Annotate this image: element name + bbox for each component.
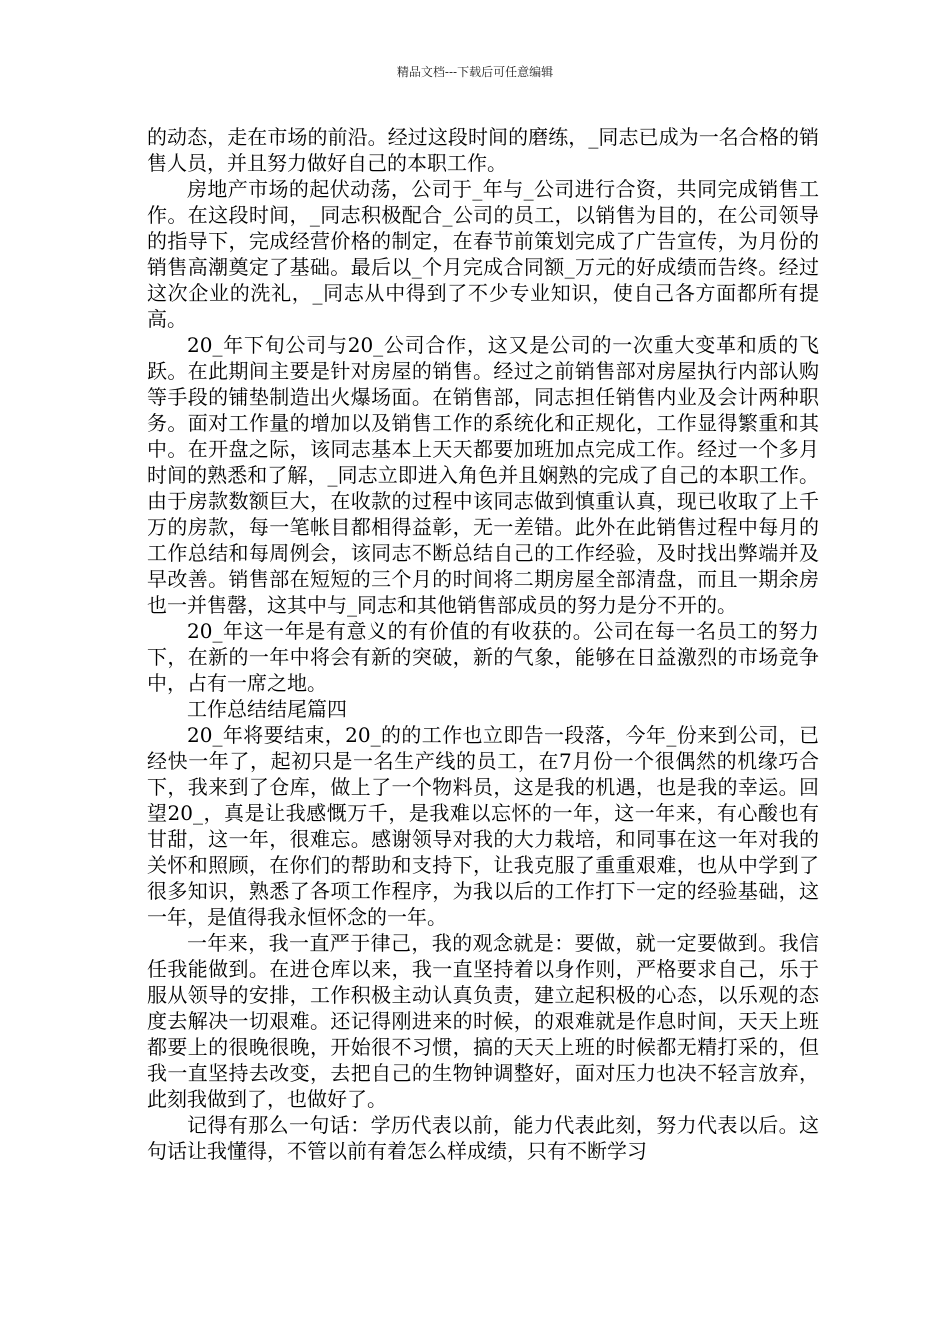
body-paragraph: 20_年这一年是有意义的有价值的有收获的。公司在每一名员工的努力下，在新的一年中将会有新的突破，新的气象，能够在日益激烈的市场竞争中，占有一席之地。 [147,619,819,695]
body-paragraph: 记得有那么一句话：学历代表以前，能力代表此刻，努力代表以后。这句话让我懂得，不管以前有着怎么样成绩，只有不断学习 [147,1113,819,1163]
body-paragraph: 的动态，走在市场的前沿。经过这段时间的磨练，_同志已成为一名合格的销售人员，并且努力做好自己的本职工作。 [147,125,819,175]
page-header: 精品文档---下载后可任意编辑 [396,65,554,79]
body-paragraph: 一年来，我一直严于律己，我的观念就是：要做，就一定要做到。我信任我能做到。在进仓库以来，我一直坚持着以身作则，严格要求自己，乐于服从领导的安排，工作积极主动认真负责，建立起积极的心态，以乐观的态度去解决一切艰难。还记得刚进来的时候，的艰难就是作息时间，天天上班都要上的很晚很晚，开始很不习惯，搞的天天上班的时候都无精打采的，但我一直坚持去改变，去把自己的生物钟调整好，面对压力也决不轻言放弃，此刻我做到了，也做好了。 [147,931,819,1111]
body-paragraph: 房地产市场的起伏动荡，公司于_年与_公司进行合资，共同完成销售工作。在这段时间，_同志积极配合_公司的员工，以销售为目的，在公司领导的指导下，完成经营价格的制定，在春节前策划完成了广告宣传，为月份的销售高潮奠定了基础。最后以_个月完成合同额_万元的好成绩而告终。经过这次企业的洗礼，_同志从中得到了不少专业知识，使自己各方面都所有提高。 [147,177,819,331]
document-body [147,124,819,1164]
section-heading: 工作总结结尾篇四 [187,697,347,721]
body-paragraph: 20_年将要结束，20_的的工作也立即告一段落，今年_份来到公司，已经快一年了，起初只是一名生产线的员工，在7月份一个很偶然的机缘巧合下，我来到了仓库，做上了一个物料员，这是我的机遇，也是我的幸运。回望20_，真是让我感慨万千，是我难以忘怀的一年，这一年来，有心酸也有甘甜，这一年，很难忘。感谢领导对我的大力栽培，和同事在这一年对我的关怀和照顾，在你们的帮助和支持下，让我克服了重重艰难，也从中学到了很多知识，熟悉了各项工作程序，为我以后的工作打下一定的经验基础，这一年，是值得我永恒怀念的一年。 [147,723,819,929]
body-paragraph: 20_年下旬公司与20_公司合作，这又是公司的一次重大变革和质的飞跃。在此期间主要是针对房屋的销售。经过之前销售部对房屋执行内部认购等手段的铺垫制造出火爆场面。在销售部，同志担任销售内业及会计两种职务。面对工作量的增加以及销售工作的系统化和正规化，工作显得繁重和其中。在开盘之际，该同志基本上天天都要加班加点完成工作。经过一个多月时间的熟悉和了解，_同志立即进入角色并且娴熟的完成了自己的本职工作。由于房款数额巨大，在收款的过程中该同志做到慎重认真，现已收取了上千万的房款，每一笔帐目都相得益彰，无一差错。此外在此销售过程中每月的工作总结和每周例会，该同志不断总结自己的工作经验，及时找出弊端并及早改善。销售部在短短的三个月的时间将二期房屋全部清盘，而且一期余房也一并售罄，这其中与_同志和其他销售部成员的努力是分不开的。 [147,333,819,617]
